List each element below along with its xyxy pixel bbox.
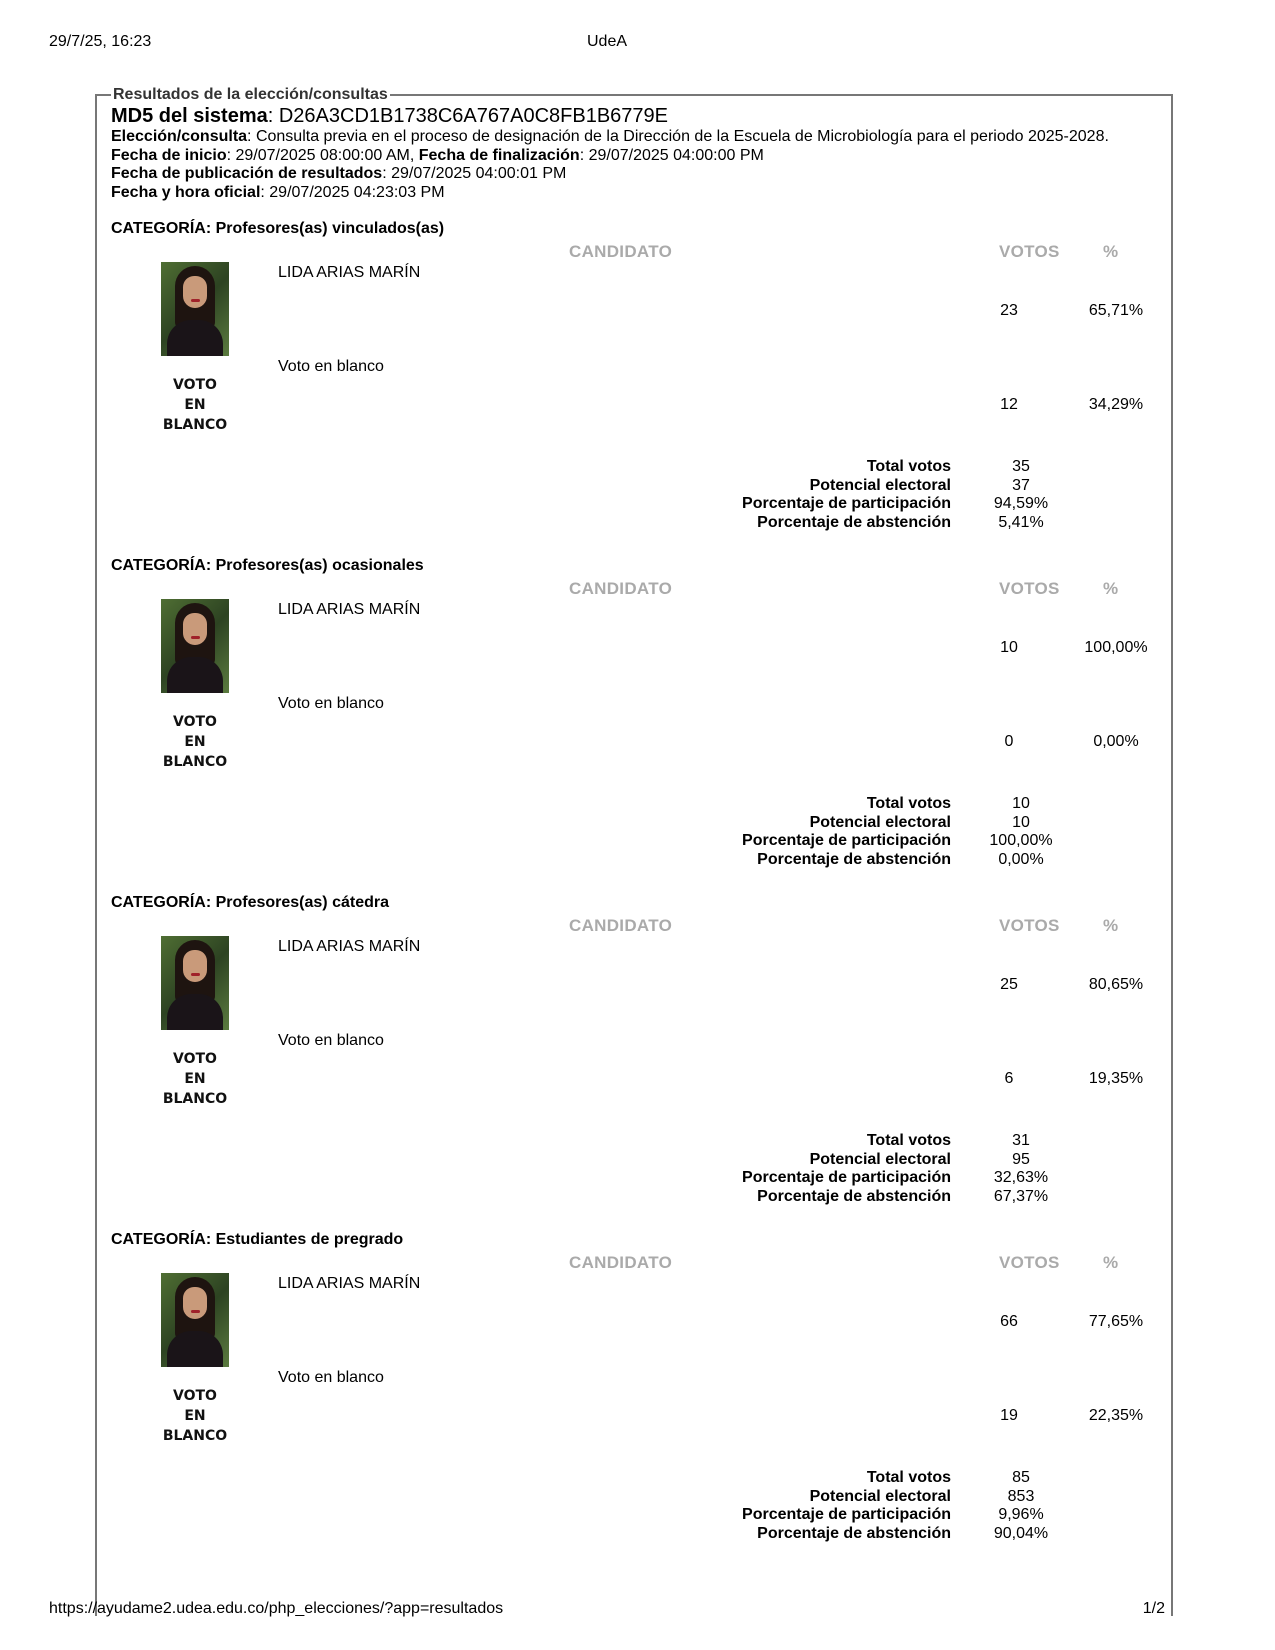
electoral-potential-label: Potencial electoral [809, 476, 951, 494]
candidate-percent: 34,29% [1088, 396, 1144, 413]
candidate-row [111, 936, 1151, 1032]
total-votes-row [111, 458, 1151, 477]
blank-vote-row [111, 356, 1151, 452]
candidate-percent: 80,65% [1088, 976, 1144, 993]
candidate-name: Voto en blanco [278, 358, 384, 375]
category-title: CATEGORÍA: Estudiantes de pregrado [111, 1231, 404, 1248]
category-totals [111, 1132, 1151, 1206]
candidate-name: LIDA ARIAS MARÍN [278, 1275, 421, 1292]
blank-vote-image-text: EN [184, 734, 206, 750]
column-header-candidate: CANDIDATO [569, 1253, 673, 1272]
column-header-votes: VOTOS [999, 579, 1060, 598]
participation-row [111, 832, 1151, 851]
total-votes-value: 31 [1012, 1132, 1030, 1149]
category-title: CATEGORÍA: Profesores(as) cátedra [111, 894, 389, 911]
blank-vote-image [161, 707, 229, 777]
candidate-votes: 25 [1000, 976, 1018, 993]
candidate-photo [161, 1273, 229, 1367]
electoral-potential-row [111, 814, 1151, 833]
candidate-votes: 10 [1000, 639, 1018, 656]
blank-vote-image-text: VOTO [173, 1051, 217, 1067]
candidate-name: LIDA ARIAS MARÍN [278, 601, 421, 618]
md5-value: D26A3CD1B1738C6A767A0C8FB1B6779E [278, 105, 669, 127]
total-votes-value: 10 [1012, 795, 1030, 812]
column-header-candidate: CANDIDATO [569, 916, 673, 935]
category-section [111, 557, 1157, 894]
electoral-potential-value: 10 [1012, 813, 1030, 831]
participation-value: 9,96% [998, 1506, 1044, 1523]
category-title: CATEGORÍA: Profesores(as) vinculados(as) [111, 220, 445, 237]
candidate-percent: 0,00% [1093, 733, 1139, 750]
participation-row [111, 495, 1151, 514]
candidate-name: Voto en blanco [278, 1032, 384, 1049]
election-meta [111, 104, 1157, 202]
blank-vote-image-text: BLANCO [162, 754, 228, 770]
blank-vote-image-text: BLANCO [162, 1428, 228, 1444]
blank-vote-row [111, 1367, 1151, 1463]
blank-vote-image-text: VOTO [173, 714, 217, 730]
md5-line: MD5 del sistema: D26A3CD1B1738C6A767A0C8FB1B6779E [111, 105, 669, 127]
abstention-row [111, 1188, 1151, 1207]
category-section [111, 220, 1157, 557]
participation-label: Porcentaje de participación [742, 832, 951, 849]
column-header-votes: VOTOS [999, 916, 1060, 935]
candidate-votes: 23 [1000, 302, 1018, 319]
abstention-value: 0,00% [998, 850, 1044, 868]
category-title: CATEGORÍA: Profesores(as) ocasionales [111, 557, 424, 574]
end-label: Fecha de finalización [418, 146, 580, 164]
start-value: 29/07/2025 08:00:00 AM [235, 146, 410, 164]
candidate-percent: 22,35% [1088, 1407, 1144, 1424]
abstention-label: Porcentaje de abstención [757, 1524, 951, 1542]
column-header-votes: VOTOS [999, 1253, 1060, 1272]
publication-line: Fecha de publicación de resultados: 29/07/2025 04:00:01 PM [111, 165, 567, 182]
print-footer [49, 1600, 1165, 1620]
electoral-potential-value: 37 [1012, 476, 1030, 494]
blank-vote-image [161, 1044, 229, 1114]
column-header-percent: % [1103, 242, 1119, 261]
abstention-label: Porcentaje de abstención [757, 513, 951, 531]
election-value: Consulta previa en el proceso de designación de la Dirección de la Escuela de Microbiología para el periodo 2025-2028. [255, 128, 1109, 145]
category-section [111, 894, 1157, 1231]
electoral-potential-row [111, 1488, 1151, 1507]
column-header-percent: % [1103, 916, 1119, 935]
blank-vote-image-text: EN [184, 397, 206, 413]
candidate-photo [161, 936, 229, 1030]
participation-row [111, 1169, 1151, 1188]
column-header-candidate: CANDIDATO [569, 579, 673, 598]
md5-label: MD5 del sistema [111, 105, 268, 127]
category-totals [111, 795, 1151, 869]
category-totals [111, 1469, 1151, 1543]
print-url: https://ayudame2.udea.edu.co/php_elecciones/?app=resultados [49, 1600, 504, 1617]
electoral-potential-row [111, 477, 1151, 496]
column-header-candidate: CANDIDATO [569, 242, 673, 261]
participation-label: Porcentaje de participación [742, 495, 951, 512]
abstention-value: 67,37% [993, 1187, 1049, 1205]
blank-vote-image-text: BLANCO [162, 1091, 228, 1107]
candidate-name: LIDA ARIAS MARÍN [278, 264, 421, 281]
candidate-votes: 0 [1004, 733, 1014, 750]
official-line: Fecha y hora oficial: 29/07/2025 04:23:03 PM [111, 183, 445, 201]
participation-value: 94,59% [993, 495, 1049, 512]
results-legend: Resultados de la elección/consultas [113, 86, 388, 103]
abstention-row [111, 851, 1151, 870]
electoral-potential-label: Potencial electoral [809, 1150, 951, 1168]
blank-vote-image [161, 1381, 229, 1451]
category-totals [111, 458, 1151, 532]
candidate-photo [161, 599, 229, 693]
candidate-name: LIDA ARIAS MARÍN [278, 938, 421, 955]
electoral-potential-label: Potencial electoral [809, 813, 951, 831]
total-votes-value: 35 [1012, 458, 1030, 475]
abstention-label: Porcentaje de abstención [757, 1187, 951, 1205]
candidate-photo [161, 262, 229, 356]
candidate-name: Voto en blanco [278, 695, 384, 712]
candidate-row [111, 1273, 1151, 1369]
publication-value: 29/07/2025 04:00:01 PM [391, 165, 567, 182]
electoral-potential-value: 95 [1012, 1150, 1030, 1168]
abstention-value: 5,41% [998, 513, 1044, 531]
blank-vote-image-text: BLANCO [162, 417, 228, 433]
candidate-percent: 100,00% [1084, 639, 1148, 656]
participation-label: Porcentaje de participación [742, 1169, 951, 1186]
blank-vote-image-text: EN [184, 1071, 206, 1087]
candidate-percent: 77,65% [1088, 1313, 1144, 1330]
print-header [49, 33, 1165, 53]
candidate-name: Voto en blanco [278, 1369, 384, 1386]
candidate-votes: 66 [1000, 1313, 1018, 1330]
print-page-number: 1/2 [1142, 1600, 1165, 1617]
official-label: Fecha y hora oficial [111, 183, 261, 201]
candidate-percent: 65,71% [1088, 302, 1144, 319]
total-votes-row [111, 1469, 1151, 1488]
candidate-row [111, 262, 1151, 358]
candidate-row [111, 599, 1151, 695]
total-votes-value: 85 [1012, 1469, 1030, 1486]
total-votes-row [111, 1132, 1151, 1151]
blank-vote-row [111, 1030, 1151, 1126]
start-label: Fecha de inicio [111, 146, 227, 164]
abstention-row [111, 1525, 1151, 1544]
electoral-potential-row [111, 1151, 1151, 1170]
blank-vote-image-text: VOTO [173, 1388, 217, 1404]
column-header-percent: % [1103, 579, 1119, 598]
electoral-potential-label: Potencial electoral [809, 1487, 951, 1505]
print-page-title: UdeA [586, 33, 628, 50]
publication-label: Fecha de publicación de resultados [111, 165, 383, 182]
participation-value: 100,00% [989, 832, 1053, 849]
total-votes-label: Total votos [866, 795, 951, 812]
total-votes-row [111, 795, 1151, 814]
column-header-votes: VOTOS [999, 242, 1060, 261]
participation-value: 32,63% [993, 1169, 1049, 1186]
candidate-votes: 12 [1000, 396, 1018, 413]
blank-vote-image [161, 370, 229, 440]
total-votes-label: Total votos [866, 1469, 951, 1486]
candidate-votes: 6 [1004, 1070, 1014, 1087]
candidate-votes: 19 [1000, 1407, 1018, 1424]
election-label: Elección/consulta [111, 128, 248, 145]
electoral-potential-value: 853 [1007, 1487, 1035, 1505]
participation-row [111, 1506, 1151, 1525]
blank-vote-image-text: EN [184, 1408, 206, 1424]
end-value: 29/07/2025 04:00:00 PM [588, 146, 764, 164]
participation-label: Porcentaje de participación [742, 1506, 951, 1523]
results-fieldset [95, 86, 1173, 1616]
abstention-row [111, 514, 1151, 533]
blank-vote-row [111, 693, 1151, 789]
print-date: 29/7/25, 16:23 [49, 33, 152, 50]
abstention-value: 90,04% [993, 1524, 1049, 1542]
column-header-percent: % [1103, 1253, 1119, 1272]
abstention-label: Porcentaje de abstención [757, 850, 951, 868]
candidate-percent: 19,35% [1088, 1070, 1144, 1087]
election-line: Elección/consulta: Consulta previa en el proceso de designación de la Dirección de la Escuela de Microbiología para el periodo 2025-2028. [111, 128, 1109, 145]
official-value: 29/07/2025 04:23:03 PM [269, 183, 445, 201]
total-votes-label: Total votos [866, 458, 951, 475]
blank-vote-image-text: VOTO [173, 377, 217, 393]
total-votes-label: Total votos [866, 1132, 951, 1149]
category-section [111, 1231, 1157, 1568]
dates-line: Fecha de inicio: 29/07/2025 08:00:00 AM, Fecha de finalización: 29/07/2025 04:00:00 PM [111, 146, 764, 164]
categories-list [111, 220, 1157, 1568]
